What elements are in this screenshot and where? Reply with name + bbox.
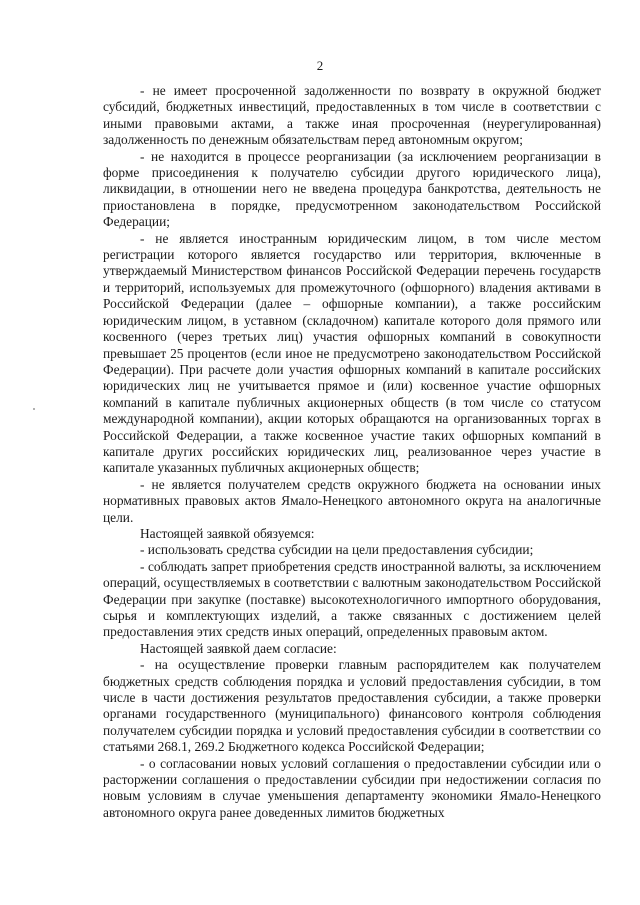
paragraph-use-funds: - использовать средства субсидии на цели предоставления субсидии;: [140, 542, 534, 558]
paragraph-currency-ban: - соблюдать запрет приобретения средств иностранной валюты, за исключением операций, осуществляемых в соответствии с валютным законодательством Российской Федерации при закупке (поставке) высокотехнологичного импортного оборудования, сырья и комплектующих изделий, а также связанных с достижением целей предоставления этих средств иных операций, определенных правовым актом.: [103, 558, 601, 640]
scan-speck: [33, 408, 35, 410]
paragraph-no-reorganization: - не находится в процессе реорганизации (за исключением реорганизации в форме присоединения к получателю субсидии другого юридического лица), ликвидации, в отношении него не введена процедура банкротства, деятельность не приостановлена в порядке, предусмотренном законодательством Российской Федерации;: [103, 148, 601, 230]
paragraph-no-overdue-debt: - не имеет просроченной задолженности по возврату в окружной бюджет субсидий, бюджетных инвестиций, предоставленных в том числе в соответствии с иными правовыми актами, а также иная просроченная (неурегулированная) задолженность по денежным обязательствам перед автономным округом;: [103, 83, 601, 148]
paragraph-consent-heading: Настоящей заявкой даем согласие:: [140, 640, 337, 656]
paragraph-consent-agreement: - о согласовании новых условий соглашения о предоставлении субсидии или о расторжении соглашения о предоставлении субсидии при недостижении согласия по новым условиям в случае уменьшения департаменту экономики Ямало-Ненецкого автономного округа ранее доведенных лимитов бюджетных: [103, 755, 601, 820]
paragraph-not-foreign-entity: - не является иностранным юридическим лицом, в том числе местом регистрации которого является государство или территория, включенные в утверждаемый Министерством финансов Российской Федерации перечень государств и территорий, используемых для промежуточного (офшорного) владения активами в Российской Федерации (далее – офшорные компании), а также российским юридическим лицом, в уставном (складочном) капитале которого доля прямого или косвенного (через третьих лиц) участия офшорных компаний в совокупности превышает 25 процентов (если иное не предусмотрено законодательством Российской Федерации). При расчете доли участия офшорных компаний в капитале российских юридических лиц не учитывается прямое и (или) косвенное участие офшорных компаний в капитале публичных акционерных обществ (в том числе со статусом международной компании), акции которых обращаются на организованных торгах в Российской Федерации, а также косвенное участие таких офшорных компаний в капитале других российских юридических лиц, реализованное через участие в капитале указанных публичных акционерных обществ;: [103, 230, 601, 476]
paragraph-consent-audit: - на осуществление проверки главным распорядителем как получателем бюджетных средств соблюдения порядка и условий предоставления субсидии, в том числе в части достижения результатов предоставления субсидии, а также проверки органами государственного (муниципального) финансового контроля соблюдения получателем субсидии порядка и условий предоставления субсидии в соответствии со статьями 268.1, 269.2 Бюджетного кодекса Российской Федерации;: [103, 657, 601, 755]
paragraph-not-budget-recipient: - не является получателем средств окружного бюджета на основании иных нормативных правовых актов Ямало-Ненецкого автономного округа на аналогичные цели.: [103, 476, 601, 525]
paragraph-obligations-heading: Настоящей заявкой обязуемся:: [140, 525, 315, 541]
page-number: 2: [316, 58, 324, 73]
document-body: [103, 83, 601, 821]
